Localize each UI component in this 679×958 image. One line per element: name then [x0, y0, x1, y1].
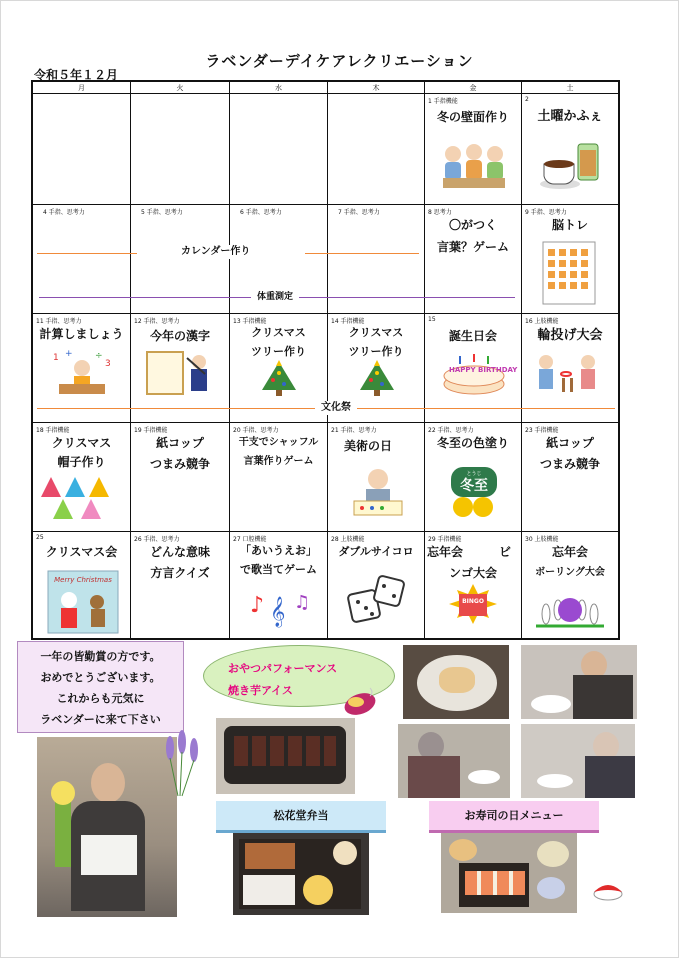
day-cell-19 [131, 423, 230, 532]
day-cell-1 [425, 94, 522, 205]
svg-text:♫: ♫ [294, 592, 311, 613]
day-cell-30 [522, 532, 618, 638]
activity-label: 紙コップ [546, 436, 594, 450]
day-cell-9 [522, 205, 618, 314]
bento-label: 松花堂弁当 [216, 801, 386, 833]
crafting-people-illustration [439, 140, 509, 192]
activity-label: 今年の漢字 [149, 329, 210, 343]
activity-label: 帽子作り [57, 455, 106, 469]
calendar-arrow-right [305, 253, 419, 254]
ring-toss-illustration [532, 352, 608, 396]
sushi-meal-photo [441, 833, 577, 913]
day-cell-13 [230, 314, 328, 423]
eating-dessert-photo-1 [521, 645, 637, 719]
day-number: 8 思考力 [428, 209, 452, 216]
activity-label: 方言クイズ [150, 566, 210, 580]
day-cell-2 [522, 94, 618, 205]
svg-text:♪: ♪ [250, 593, 265, 618]
day-number: 22 手指、思考力 [428, 427, 474, 434]
day-cell-29 [425, 532, 522, 638]
day-cell-25 [33, 532, 131, 638]
greeting-line: ラベンダーに来て下さい [40, 713, 161, 726]
brain-puzzle-sheet-illustration [542, 241, 596, 305]
activity-label: 誕生日会 [448, 329, 497, 343]
activity-label: つまみ競争 [539, 457, 600, 471]
day-cell-28 [328, 532, 425, 638]
day-number: 1 手指機能 [428, 98, 458, 105]
day-cell-12 [131, 314, 230, 423]
birthday-cake-illustration [441, 352, 518, 396]
day-cell-18 [33, 423, 131, 532]
svg-text:+: + [65, 349, 73, 359]
merry-christmas-text: Merry Christmas [54, 576, 112, 584]
snack-name: 焼き芋アイス [228, 684, 293, 697]
sushi-icon [590, 880, 626, 902]
day-number: 29 手指機能 [428, 536, 462, 543]
hotplate-sweet-potato-photo [216, 718, 355, 794]
svg-text:𝄞: 𝄞 [270, 597, 286, 627]
day-number: 23 手指機能 [525, 427, 559, 434]
merry-christmas-card-illustration [47, 570, 119, 634]
ice-dessert-photo [403, 645, 509, 719]
activity-label: 言葉作りゲーム [243, 456, 314, 467]
greeting-box [17, 641, 184, 733]
day-number: 6 手指、思考力 [240, 209, 282, 216]
toji-yuzu-illustration [445, 461, 503, 521]
weekday-sat: 土 [566, 84, 574, 92]
math-study-illustration [51, 348, 113, 396]
activity-label: 「あいうえお」 [240, 544, 317, 557]
greeting-line: おめでとうございます。 [40, 671, 161, 684]
weekday-mon: 月 [33, 82, 131, 94]
toji-text: 冬至 [460, 478, 488, 494]
christmas-tree-icon [356, 360, 398, 400]
day-cell-20 [230, 423, 328, 532]
day-number: 9 手指、思考力 [525, 209, 567, 216]
activity-label: 干支でシャッフル [238, 437, 319, 448]
activity-label: ンゴ大会 [448, 566, 497, 580]
painting-person-illustration [350, 465, 406, 517]
weekday-header [33, 82, 618, 94]
day-cell-empty [33, 94, 131, 205]
day-number: 15 [428, 316, 436, 323]
day-cell-27 [230, 532, 328, 638]
activity-label: ダブルサイコロ [338, 545, 414, 558]
calendar-arrow-left [37, 253, 137, 254]
greeting-line: 一年の皆勤賞の方です。 [40, 650, 161, 663]
activity-label: 忘年会 [551, 545, 588, 559]
sweet-potato-icon [340, 680, 380, 720]
svg-text:1: 1 [53, 353, 59, 363]
day-cell-11 [33, 314, 131, 423]
calendar-making-banner: カレンダー作り [175, 245, 256, 259]
activity-label: 〇がつく [448, 218, 497, 232]
day-number: 2 [525, 96, 529, 103]
day-cell-21 [328, 423, 425, 532]
activity-label: ツリー作り [251, 345, 306, 358]
day-number: 7 手指、思考力 [338, 209, 380, 216]
party-hats-illustration [41, 475, 123, 523]
day-number: 19 手指機能 [134, 427, 168, 434]
day-number: 18 手指機能 [36, 427, 70, 434]
day-cell-empty [131, 94, 230, 205]
music-notes-icon [244, 586, 314, 628]
toji-ruby: とうじ [466, 471, 482, 477]
svg-text:3: 3 [105, 359, 111, 369]
day-number: 12 手指、思考力 [134, 318, 180, 325]
eating-dessert-photo-3 [521, 724, 635, 798]
weekday-tue: 火 [131, 82, 230, 94]
activity-label: ボーリング大会 [535, 567, 605, 578]
day-number: 16 上肢機能 [525, 318, 559, 325]
day-number: 5 手指、思考力 [141, 209, 183, 216]
day-number: 28 上肢機能 [331, 536, 365, 543]
greeting-line: これからも元気に [56, 692, 145, 705]
activity-label: つまみ競争 [149, 457, 210, 471]
bingo-text: BINGO [462, 598, 484, 605]
bowling-pins-illustration [534, 586, 606, 630]
activity-label: で歌当てゲーム [240, 563, 317, 576]
page-title: ラベンダーデイケアレクリエーション [205, 52, 474, 70]
activity-label: クリスマス [251, 326, 306, 339]
day-number: 20 手指、思考力 [233, 427, 279, 434]
day-number: 13 手指機能 [233, 318, 267, 325]
activity-label: 冬の壁面作り [436, 110, 509, 124]
lavender-illustration [160, 728, 204, 798]
activity-label: クリスマス [51, 436, 112, 450]
activity-label: 言葉？ゲーム [436, 240, 509, 254]
day-number: 11 手指、思考力 [36, 318, 82, 325]
activity-label: 土曜かふぇ [537, 109, 603, 124]
month-label: 令和５年１２月 [34, 68, 119, 82]
snack-title: おやつパフォーマンス [228, 662, 338, 675]
activity-label: どんな意味 [149, 545, 210, 559]
day-number: 27 口腔機能 [233, 536, 267, 543]
day-number: 4 手指、思考力 [43, 209, 85, 216]
activity-label: 紙コップ [156, 436, 204, 450]
day-cell-16 [522, 314, 618, 423]
bento-photo [233, 833, 369, 915]
day-cell-empty [328, 94, 425, 205]
activity-label: 脳トレ [551, 218, 588, 232]
activity-label: ツリー作り [348, 345, 404, 358]
eating-dessert-photo-2 [398, 724, 510, 798]
day-cell-22 [425, 423, 522, 532]
day-number: 14 手指機能 [331, 318, 365, 325]
activity-label: クリスマス会 [45, 545, 118, 559]
day-cell-26 [131, 532, 230, 638]
kanji-calligraphy-illustration [145, 348, 215, 398]
day-number: 21 手指、思考力 [331, 427, 377, 434]
activity-label: 冬至の色塗り [436, 436, 509, 450]
activity-label: クリスマス [348, 326, 404, 339]
activity-label: 輪投げ大会 [537, 328, 603, 343]
activity-label: 忘年会 ビ [427, 545, 512, 559]
day-cell-empty [230, 94, 328, 205]
weight-measurement-banner: 体重測定 [251, 290, 299, 304]
day-cell-15 [425, 314, 522, 423]
weekday-thu: 木 [328, 82, 425, 94]
activity-label: 美術の日 [343, 439, 392, 453]
day-number: 30 上肢機能 [525, 536, 559, 543]
day-number: 25 [36, 534, 44, 541]
bingo-card-illustration [447, 584, 499, 630]
birthday-text: HAPPY BIRTHDAY [449, 366, 518, 374]
day-cell-23 [522, 423, 618, 532]
sushi-day-label: お寿司の日メニュー [429, 801, 599, 833]
culture-festival-banner: 文化祭 [315, 401, 357, 415]
dice-icon [346, 572, 408, 628]
activity-label: 計算しましょう [39, 327, 124, 341]
weekday-wed: 水 [230, 82, 328, 94]
day-number: 26 手指、思考力 [134, 536, 180, 543]
weekday-fri: 金 [425, 82, 522, 94]
award-recipient-photo [37, 737, 177, 917]
coffee-cup-illustration [538, 138, 602, 192]
svg-text:÷: ÷ [95, 351, 103, 361]
calendar-table [31, 80, 620, 640]
christmas-tree-icon [258, 360, 300, 400]
